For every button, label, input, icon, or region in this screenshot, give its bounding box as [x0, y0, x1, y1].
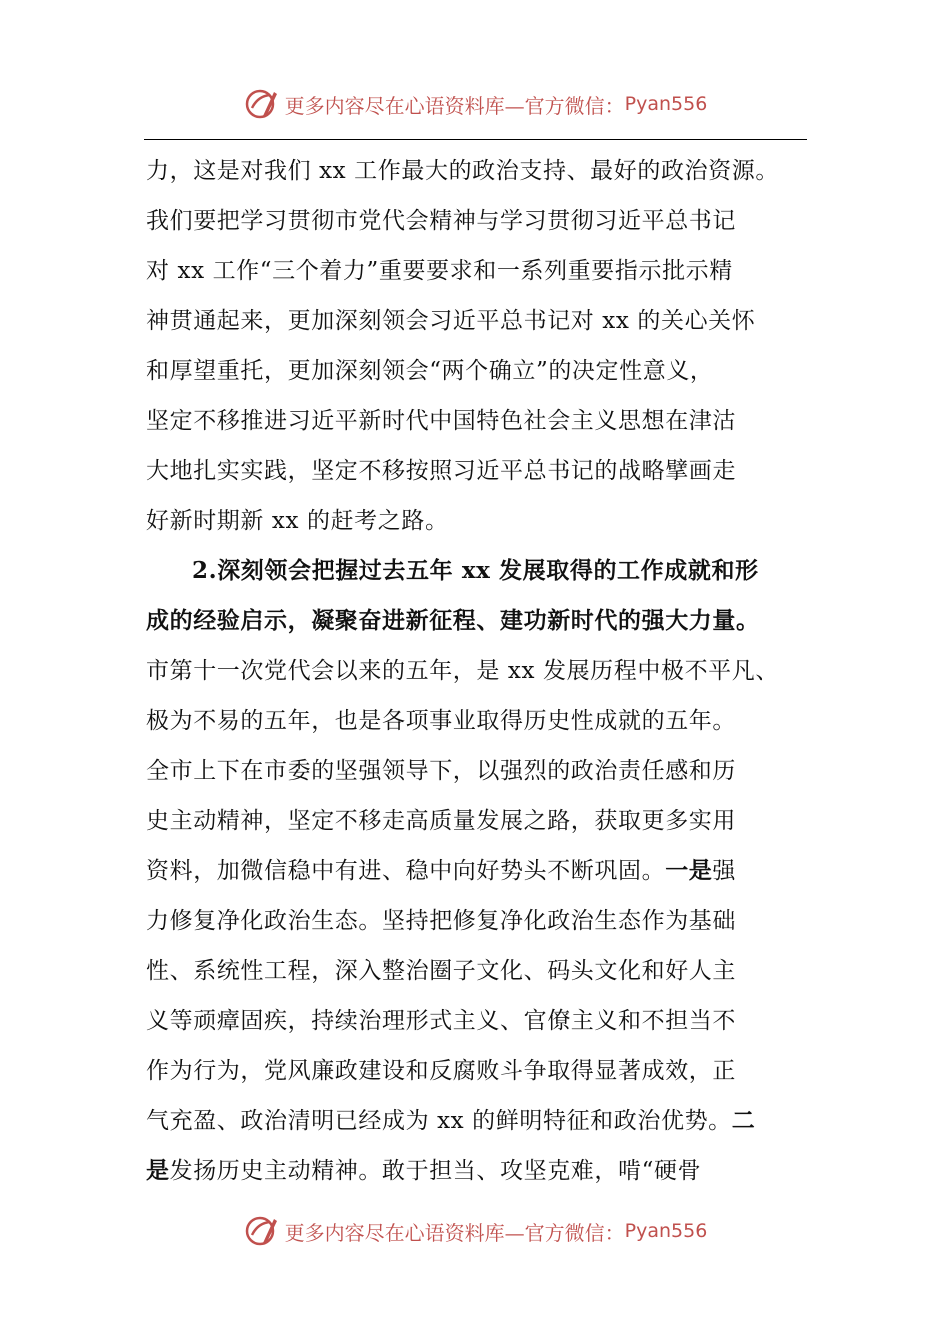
text-line	[146, 1146, 806, 1196]
text-line: 史主动精神，坚定不移走高质量发展之路，获取更多实用	[146, 808, 736, 834]
text-run: 发扬历史主动精神。敢于担当、攻坚克难，啃“硬骨	[169, 1158, 702, 1184]
text-line: 好新时期新 xx 的赶考之路。	[146, 508, 449, 534]
watermark-text: 更多内容尽在心语资料库—官方微信：	[284, 93, 625, 118]
text-line: 性、系统性工程，深入整治圈子文化、码头文化和好人主	[146, 958, 736, 984]
text-line: 对 xx 工作“三个着力”重要要求和一系列重要指示批示精	[146, 258, 733, 284]
bold-run: 是	[146, 1157, 170, 1184]
pen-logo-icon	[243, 1213, 279, 1249]
text-run: 强	[712, 858, 737, 884]
header-rule	[144, 139, 807, 140]
text-line: 和厚望重托，更加深刻领会“两个确立”的决定性意义，	[146, 358, 714, 384]
bold-run: 二	[731, 1107, 756, 1134]
text-run: 气充盈、政治清明已经成为 xx 的鲜明特征和政治优势。	[146, 1108, 732, 1134]
text-line: 义等顽瘴固疾，持续治理形式主义、官僚主义和不担当不	[146, 1008, 736, 1034]
text-run: 资料，加微信稳中有进、稳中向好势头不断巩固。	[146, 858, 666, 884]
pen-logo-icon	[243, 86, 279, 122]
watermark-account: Pyan556	[624, 93, 708, 115]
footer-watermark	[0, 1211, 950, 1251]
text-line: 市第十一次党代会以来的五年，是 xx 发展历程中极不平凡、	[146, 658, 779, 684]
section-heading-line: 2.深刻领会把握过去五年 xx 发展取得的工作成就和形	[192, 557, 759, 584]
text-line: 神贯通起来，更加深刻领会习近平总书记对 xx 的关心关怀	[146, 308, 756, 334]
text-line: 力修复净化政治生态。坚持把修复净化政治生态作为基础	[146, 908, 736, 934]
text-line: 大地扎实实践，坚定不移按照习近平总书记的战略擘画走	[146, 458, 736, 484]
text-line	[146, 846, 806, 896]
text-line	[146, 1096, 806, 1146]
section-heading-line: 成的经验启示，凝聚奋进新征程、建功新时代的强大力量。	[146, 607, 760, 634]
document-body	[146, 146, 806, 1196]
text-line: 力，这是对我们 xx 工作最大的政治支持、最好的政治资源。	[146, 158, 779, 184]
text-line: 我们要把学习贯彻市党代会精神与学习贯彻习近平总书记	[146, 208, 736, 234]
text-line: 坚定不移推进习近平新时代中国特色社会主义思想在津沽	[146, 408, 736, 434]
bold-run: 一是	[665, 857, 713, 884]
text-line: 极为不易的五年，也是各项事业取得历史性成就的五年。	[146, 708, 736, 734]
watermark-text: 更多内容尽在心语资料库—官方微信：	[284, 1220, 625, 1245]
text-line: 作为行为，党风廉政建设和反腐败斗争取得显著成效，正	[146, 1058, 736, 1084]
header-watermark	[0, 84, 950, 124]
watermark-account: Pyan556	[624, 1220, 708, 1242]
text-line: 全市上下在市委的坚强领导下，以强烈的政治责任感和历	[146, 758, 736, 784]
